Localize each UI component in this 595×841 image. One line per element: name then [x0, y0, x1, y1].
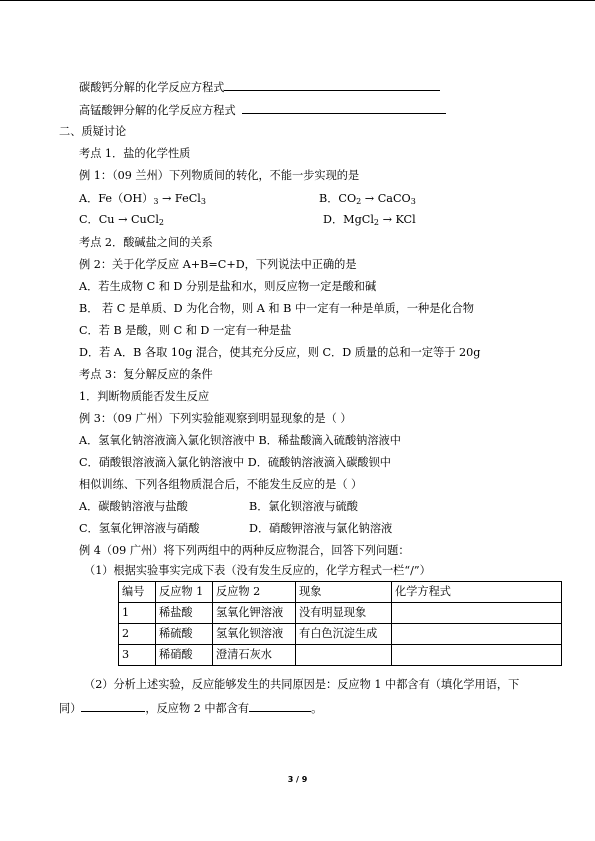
equation-answer-cell[interactable] — [392, 603, 562, 624]
example-2-option-b: B． 若 C 是单质、D 为化合物，则 A 和 B 中一定有一种是单质，一种是化合物 — [79, 302, 474, 315]
table-cell: 有白色沉淀生成 — [296, 624, 392, 645]
table-cell: 稀盐酸 — [156, 603, 213, 624]
example-1-option-a: A．$Fe(OH)_3$ → FeCl$_3$ — [79, 192, 206, 206]
example-4-question: 例 4（09 广州）将下列两组中的两种反应物混合，回答下列问题： — [79, 544, 410, 557]
table-row — [119, 603, 562, 624]
example-1-question: 例 1：（09 兰州）下列物质间的转化，不能一步实现的是 — [79, 169, 360, 182]
kmno4-equation-prompt — [79, 102, 446, 118]
example-4-part-2: （2）分析上述实验，反应能够发生的共同原因是：反应物 1 中都含有（填化学用语，下 — [84, 678, 520, 691]
prompt-text: 高锰酸钾分解的化学反应方程式 — [79, 104, 236, 117]
table-cell: 稀硝酸 — [156, 645, 213, 666]
section-heading: 二、质疑讨论 — [59, 125, 127, 138]
topic-heading-2: 考点 2．酸碱盐之间的关系 — [79, 236, 213, 249]
example-3-options-ab: A．氢氧化钠溶液滴入氯化钡溶液中 B．稀盐酸滴入硫酸钠溶液中 — [79, 434, 401, 447]
answer-blank-reactant-1[interactable] — [81, 700, 145, 712]
equation-answer-cell[interactable] — [392, 645, 562, 666]
answer-blank[interactable] — [242, 102, 446, 114]
similar-option-d: D．硝酸钾溶液与氯化钠溶液 — [249, 522, 393, 535]
example-2-question: 例 2：关于化学反应 A+B=C+D，下列说法中正确的是 — [79, 258, 357, 271]
topic-heading-1: 考点 1．盐的化学性质 — [79, 147, 191, 160]
similar-option-b: B．氯化钡溶液与硫酸 — [249, 500, 358, 513]
table-cell: 氢氧化钾溶液 — [213, 603, 296, 624]
equation-answer-cell[interactable] — [392, 624, 562, 645]
subtopic-heading: 1．判断物质能否发生反应 — [79, 390, 210, 403]
example-3-question: 例 3：（09 广州）下列实验能观察到明显现象的是（ ） — [79, 412, 352, 425]
answer-blank[interactable] — [224, 79, 440, 91]
similar-option-c: C．氢氧化钾溶液与硝酸 — [79, 522, 200, 535]
answer-blank-reactant-2[interactable] — [249, 700, 311, 712]
caco3-equation-prompt — [79, 79, 440, 95]
topic-heading-3: 考点 3：复分解反应的条件 — [79, 368, 213, 381]
similar-option-a: A．碳酸钠溶液与盐酸 — [79, 500, 188, 513]
table-header-row — [119, 582, 562, 603]
example-2-option-d: D．若 A．B 各取 10g 混合，使其充分反应，则 C．D 质量的总和一定等于 20g — [79, 346, 481, 359]
example-1-option-b: B．$CO_2$ → CaCO$_3$ — [319, 192, 416, 206]
prompt-text: 碳酸钙分解的化学反应方程式 — [79, 81, 225, 94]
example-4-part-2-continued: 同） ，反应物 2 中都含有 。 — [59, 702, 323, 715]
table-row — [119, 645, 562, 666]
table-row — [119, 624, 562, 645]
table-cell: 3 — [119, 645, 156, 666]
example-4-part-1: （1）根据实验事实完成下表（没有发生反应的，化学方程式一栏“/”） — [84, 564, 431, 577]
table-cell: 1 — [119, 603, 156, 624]
column-header: 编号 — [119, 582, 156, 603]
table-cell: 没有明显现象 — [296, 603, 392, 624]
table-cell: 2 — [119, 624, 156, 645]
example-2-option-c: C．若 B 是酸，则 C 和 D 一定有一种是盐 — [79, 324, 292, 337]
phenomenon-answer-cell[interactable] — [296, 645, 392, 666]
example-3-options-cd: C．硝酸银溶液滴入氯化钠溶液中 D．硫酸钠溶液滴入碳酸钡中 — [79, 456, 391, 469]
table-cell: 稀硫酸 — [156, 624, 213, 645]
page-number: 3 / 9 — [287, 775, 308, 784]
example-1-option-c: C．Cu → CuCl$_2$ — [79, 213, 164, 227]
header-rule — [0, 0, 595, 1]
column-header: 反应物 2 — [213, 582, 296, 603]
reaction-table — [118, 581, 562, 666]
column-header: 现象 — [296, 582, 392, 603]
table-cell: 氢氧化钡溶液 — [213, 624, 296, 645]
table-cell: 澄清石灰水 — [213, 645, 296, 666]
similar-training-question: 相似训练、下列各组物质混合后，不能发生反应的是（ ） — [79, 478, 363, 491]
example-1-option-d: D．MgCl$_2$ → KCl — [323, 213, 416, 227]
column-header: 反应物 1 — [156, 582, 213, 603]
column-header: 化学方程式 — [392, 582, 562, 603]
example-2-option-a: A．若生成物 C 和 D 分别是盐和水，则反应物一定是酸和碱 — [79, 280, 377, 293]
